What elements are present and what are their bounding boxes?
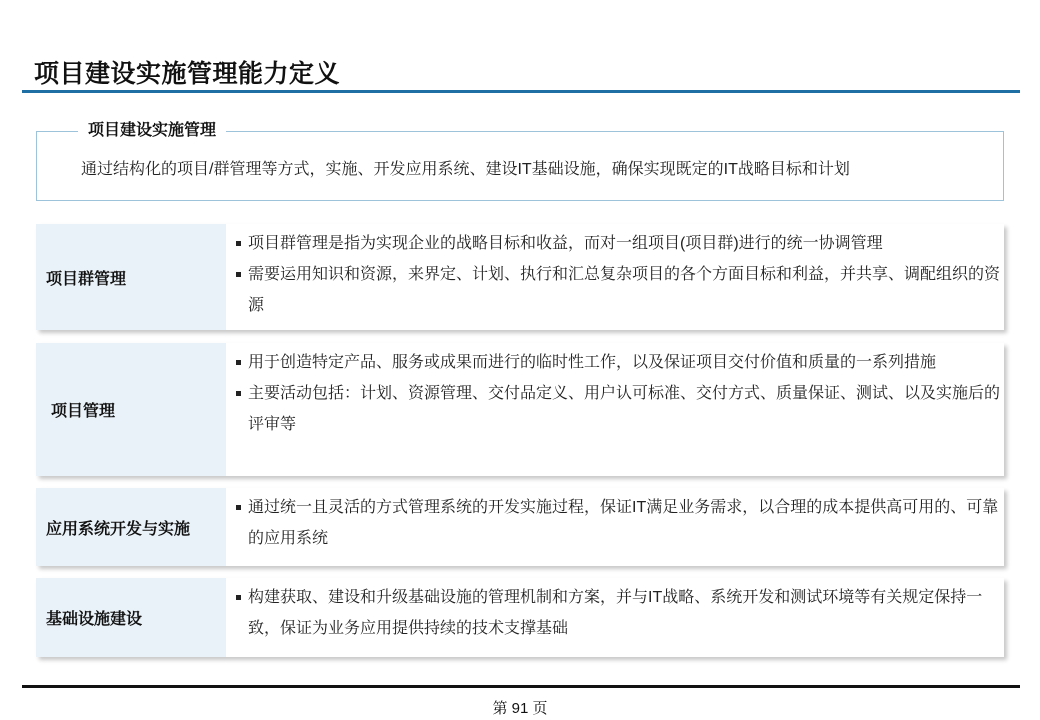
definition-box	[36, 131, 1004, 201]
page-title: 项目建设实施管理能力定义	[34, 60, 341, 88]
row-description	[226, 224, 1004, 330]
bullet-item: 构建获取、建设和升级基础设施的管理机制和方案，并与IT战略、系统开发和测试环境等有关规定保持一致，保证为业务应用提供持续的技术支撑基础	[236, 582, 1000, 644]
row-label: 项目管理	[51, 403, 116, 420]
row-description	[226, 343, 1004, 476]
title-divider	[22, 90, 1020, 93]
bullet-item: 主要活动包括：计划、资源管理、交付品定义、用户认可标准、交付方式、质量保证、测试、以及实施后的评审等	[236, 378, 1000, 440]
capability-row-program-management	[36, 224, 1004, 330]
row-label: 基础设施建设	[46, 611, 143, 628]
page-number: 第 91 页	[492, 700, 548, 717]
bullet-item: 通过统一且灵活的方式管理系统的开发实施过程，保证IT满足业务需求，以合理的成本提供高可用的、可靠的应用系统	[236, 492, 1000, 554]
bullet-item: 用于创造特定产品、服务或成果而进行的临时性工作，以及保证项目交付价值和质量的一系列措施	[236, 347, 1000, 378]
row-description	[226, 578, 1004, 657]
row-description	[226, 488, 1004, 566]
bullet-item: 需要运用知识和资源，来界定、计划、执行和汇总复杂项目的各个方面目标和利益，并共享、调配组织的资源	[236, 259, 1000, 321]
capability-row-application-development	[36, 488, 1004, 566]
capability-row-project-management	[36, 343, 1004, 476]
definition-heading: 项目建设实施管理	[78, 117, 226, 140]
row-label: 项目群管理	[46, 270, 127, 288]
bullet-item: 项目群管理是指为实现企业的战略目标和收益，而对一组项目(项目群)进行的统一协调管理	[236, 228, 1000, 259]
capability-row-infrastructure-construction	[36, 578, 1004, 657]
row-label: 应用系统开发与实施	[46, 520, 191, 538]
definition-text: 通过结构化的项目/群管理等方式，实施、开发应用系统、建设IT基础设施，确保实现既定的IT战略目标和计划	[81, 161, 850, 178]
footer-divider	[22, 685, 1020, 688]
